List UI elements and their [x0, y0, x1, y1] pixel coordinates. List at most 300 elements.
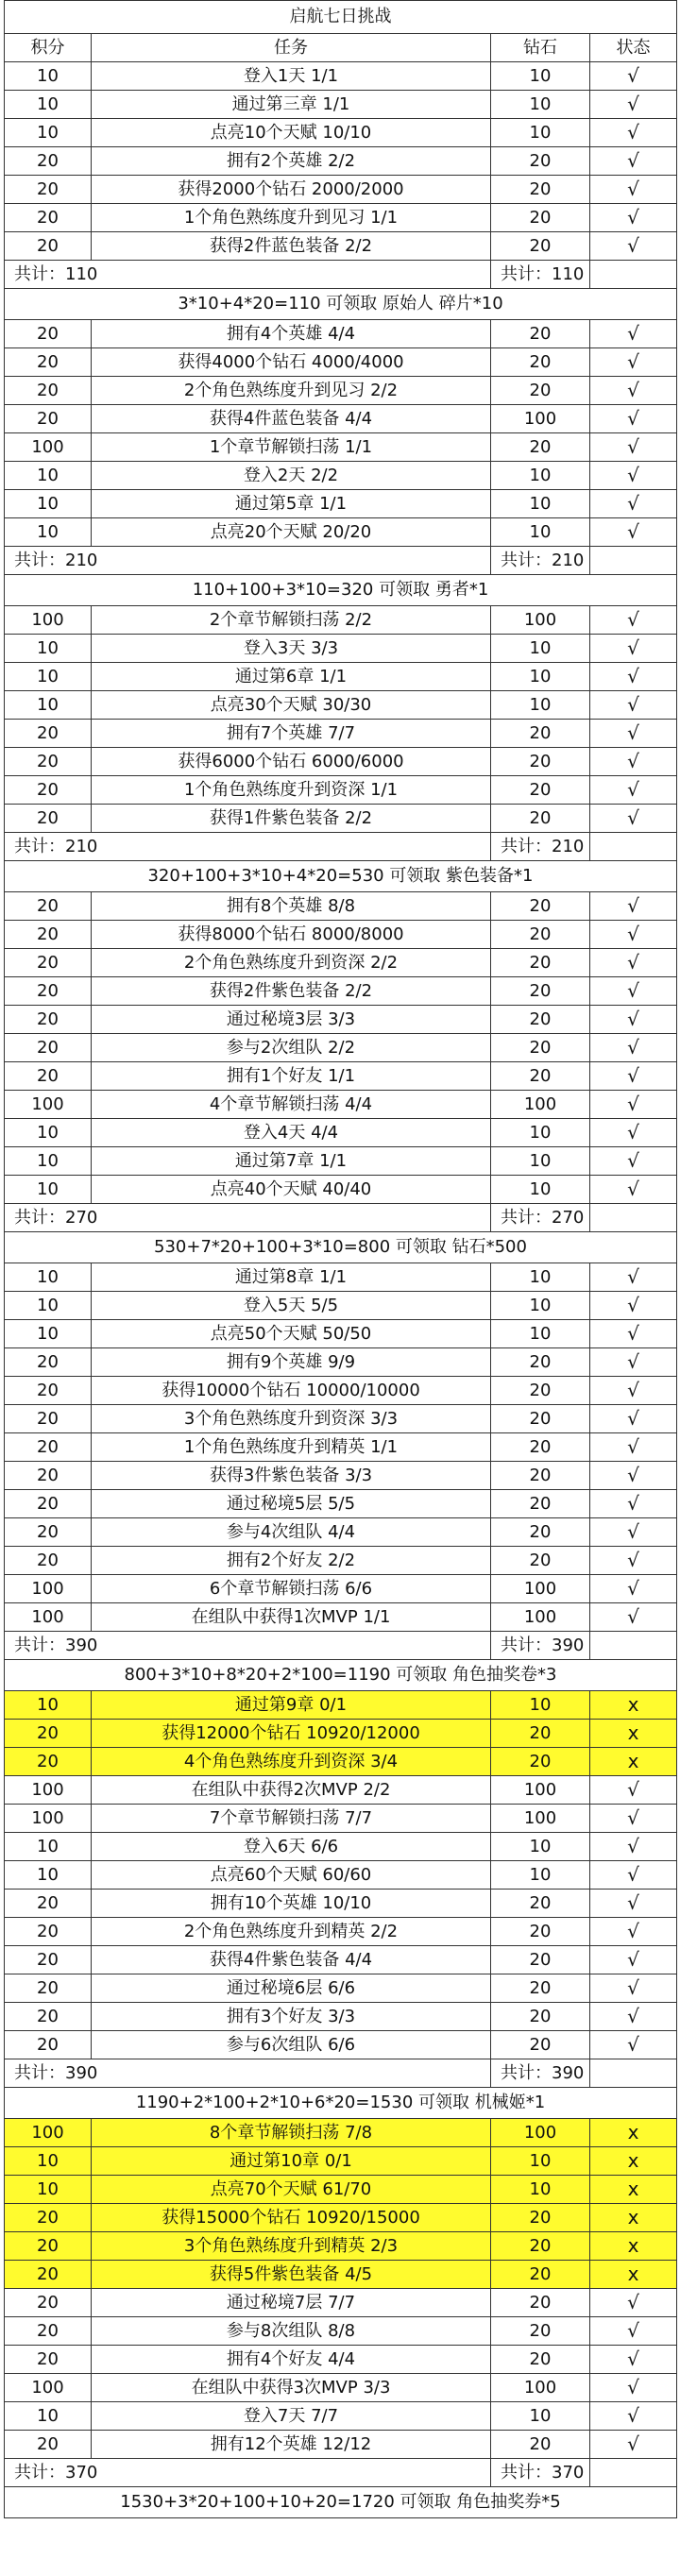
reward-formula: 110+100+3*10=320 可领取 勇者*1 — [5, 575, 677, 606]
task-row — [5, 1833, 677, 1861]
diamond-cell: 20 — [491, 921, 590, 949]
task-cell: 拥有7个英雄 7/7 — [92, 720, 491, 748]
task-row — [5, 2232, 677, 2261]
total-diamond-cell: 共计：270 — [491, 1204, 590, 1232]
status-cell: √ — [590, 433, 677, 462]
diamond-cell: 20 — [491, 147, 590, 176]
diamond-cell: 10 — [491, 119, 590, 147]
points-cell: 20 — [5, 1890, 92, 1918]
task-row — [5, 232, 677, 261]
header-status: 状态 — [590, 34, 677, 62]
task-row — [5, 2204, 677, 2232]
points-cell: 20 — [5, 204, 92, 232]
points-cell: 10 — [5, 1119, 92, 1147]
task-row — [5, 892, 677, 921]
task-cell: 2个角色熟练度升到资深 2/2 — [92, 949, 491, 977]
task-row — [5, 663, 677, 691]
task-row — [5, 1292, 677, 1320]
status-cell: √ — [590, 1776, 677, 1805]
status-cell: √ — [590, 1091, 677, 1119]
diamond-cell: 20 — [491, 2003, 590, 2031]
diamond-cell: 100 — [491, 2119, 590, 2147]
total-diamond-cell: 共计：370 — [491, 2459, 590, 2487]
points-cell: 20 — [5, 405, 92, 433]
status-cell: √ — [590, 176, 677, 204]
task-row — [5, 1547, 677, 1575]
diamond-cell: 20 — [491, 2031, 590, 2059]
diamond-cell: 20 — [491, 204, 590, 232]
task-cell: 4个角色熟练度升到资深 3/4 — [92, 1748, 491, 1776]
task-cell: 点亮20个天赋 20/20 — [92, 518, 491, 547]
points-cell: 20 — [5, 1518, 92, 1547]
task-cell: 3个角色熟练度升到资深 3/3 — [92, 1405, 491, 1433]
task-cell: 拥有9个英雄 9/9 — [92, 1348, 491, 1377]
task-cell: 通过第8章 1/1 — [92, 1263, 491, 1292]
task-row — [5, 1974, 677, 2003]
status-cell: √ — [590, 2317, 677, 2346]
task-cell: 获得8000个钻石 8000/8000 — [92, 921, 491, 949]
points-cell: 100 — [5, 1776, 92, 1805]
total-diamond-cell: 共计：210 — [491, 833, 590, 861]
reward-row — [5, 861, 677, 892]
task-row — [5, 1720, 677, 1748]
task-cell: 登入1天 1/1 — [92, 62, 491, 91]
diamond-cell: 100 — [491, 2374, 590, 2402]
points-cell: 20 — [5, 1348, 92, 1377]
points-cell: 10 — [5, 490, 92, 518]
diamond-cell: 10 — [491, 2176, 590, 2204]
status-cell: √ — [590, 2289, 677, 2317]
points-cell: 20 — [5, 776, 92, 805]
task-row — [5, 2402, 677, 2431]
task-cell: 3个角色熟练度升到精英 2/3 — [92, 2232, 491, 2261]
task-cell: 获得3件紫色装备 3/3 — [92, 1462, 491, 1490]
status-cell: √ — [590, 892, 677, 921]
task-row — [5, 1890, 677, 1918]
status-cell: √ — [590, 720, 677, 748]
diamond-cell: 10 — [491, 462, 590, 490]
points-cell: 20 — [5, 176, 92, 204]
total-row — [5, 1632, 677, 1660]
task-cell: 获得12000个钻石 10920/12000 — [92, 1720, 491, 1748]
task-cell: 登入4天 4/4 — [92, 1119, 491, 1147]
points-cell: 100 — [5, 1805, 92, 1833]
header-points: 积分 — [5, 34, 92, 62]
diamond-cell: 20 — [491, 805, 590, 833]
task-cell: 参与4次组队 4/4 — [92, 1518, 491, 1547]
status-cell: √ — [590, 405, 677, 433]
diamond-cell: 10 — [491, 1147, 590, 1176]
task-cell: 登入6天 6/6 — [92, 1833, 491, 1861]
points-cell: 20 — [5, 1433, 92, 1462]
task-row — [5, 518, 677, 547]
points-cell: 20 — [5, 232, 92, 261]
reward-row — [5, 2487, 677, 2518]
status-cell: √ — [590, 805, 677, 833]
diamond-cell: 10 — [491, 1119, 590, 1147]
points-cell: 10 — [5, 1320, 92, 1348]
diamond-cell: 20 — [491, 2204, 590, 2232]
task-cell: 8个章节解锁扫荡 7/8 — [92, 2119, 491, 2147]
task-row — [5, 1575, 677, 1603]
task-row — [5, 462, 677, 490]
diamond-cell: 10 — [491, 1320, 590, 1348]
diamond-cell: 100 — [491, 1603, 590, 1632]
task-row — [5, 1176, 677, 1204]
status-cell: √ — [590, 2031, 677, 2059]
task-row — [5, 1691, 677, 1720]
status-cell: x — [590, 2261, 677, 2289]
status-cell: √ — [590, 1946, 677, 1974]
diamond-cell: 20 — [491, 1890, 590, 1918]
task-cell: 拥有4个好友 4/4 — [92, 2346, 491, 2374]
status-cell: √ — [590, 1462, 677, 1490]
points-cell: 20 — [5, 1405, 92, 1433]
points-cell: 10 — [5, 462, 92, 490]
diamond-cell: 10 — [491, 1833, 590, 1861]
points-cell: 20 — [5, 1748, 92, 1776]
task-row — [5, 147, 677, 176]
header-task: 任务 — [92, 34, 491, 62]
diamond-cell: 10 — [491, 1292, 590, 1320]
points-cell: 10 — [5, 1147, 92, 1176]
total-empty-cell — [590, 547, 677, 575]
points-cell: 20 — [5, 2031, 92, 2059]
task-row — [5, 119, 677, 147]
total-points-cell: 共计：210 — [5, 547, 491, 575]
points-cell: 10 — [5, 1861, 92, 1890]
title-row — [5, 1, 677, 34]
status-cell: x — [590, 2232, 677, 2261]
task-cell: 获得4000个钻石 4000/4000 — [92, 348, 491, 377]
status-cell: √ — [590, 462, 677, 490]
diamond-cell: 20 — [491, 433, 590, 462]
points-cell: 20 — [5, 1946, 92, 1974]
task-row — [5, 1946, 677, 1974]
task-cell: 通过第5章 1/1 — [92, 490, 491, 518]
diamond-cell: 10 — [491, 2402, 590, 2431]
reward-formula: 800+3*10+8*20+2*100=1190 可领取 角色抽奖卷*3 — [5, 1660, 677, 1691]
task-cell: 拥有4个英雄 4/4 — [92, 320, 491, 348]
status-cell: √ — [590, 1263, 677, 1292]
points-cell: 20 — [5, 1974, 92, 2003]
diamond-cell: 20 — [491, 1490, 590, 1518]
task-row — [5, 2289, 677, 2317]
diamond-cell: 20 — [491, 949, 590, 977]
task-cell: 拥有10个英雄 10/10 — [92, 1890, 491, 1918]
points-cell: 10 — [5, 663, 92, 691]
points-cell: 100 — [5, 2119, 92, 2147]
task-row — [5, 921, 677, 949]
task-row — [5, 204, 677, 232]
diamond-cell: 100 — [491, 1805, 590, 1833]
task-row — [5, 2317, 677, 2346]
status-cell: √ — [590, 119, 677, 147]
total-points-cell: 共计：110 — [5, 261, 491, 289]
diamond-cell: 20 — [491, 2232, 590, 2261]
task-row — [5, 433, 677, 462]
task-cell: 登入2天 2/2 — [92, 462, 491, 490]
points-cell: 100 — [5, 606, 92, 635]
diamond-cell: 20 — [491, 1462, 590, 1490]
task-cell: 参与6次组队 6/6 — [92, 2031, 491, 2059]
points-cell: 10 — [5, 2176, 92, 2204]
task-cell: 1个角色熟练度升到精英 1/1 — [92, 1433, 491, 1462]
status-cell: √ — [590, 1405, 677, 1433]
reward-row — [5, 1232, 677, 1263]
task-row — [5, 348, 677, 377]
task-row — [5, 1433, 677, 1462]
task-cell: 通过第9章 0/1 — [92, 1691, 491, 1720]
status-cell: √ — [590, 2402, 677, 2431]
points-cell: 20 — [5, 2346, 92, 2374]
total-empty-cell — [590, 1632, 677, 1660]
task-row — [5, 691, 677, 720]
total-row — [5, 833, 677, 861]
diamond-cell: 10 — [491, 91, 590, 119]
status-cell: √ — [590, 1320, 677, 1348]
task-row — [5, 405, 677, 433]
points-cell: 20 — [5, 805, 92, 833]
task-cell: 获得2件蓝色装备 2/2 — [92, 232, 491, 261]
task-row — [5, 1147, 677, 1176]
task-cell: 拥有2个英雄 2/2 — [92, 147, 491, 176]
task-cell: 2个角色熟练度升到精英 2/2 — [92, 1918, 491, 1946]
points-cell: 20 — [5, 1462, 92, 1490]
diamond-cell: 20 — [491, 1034, 590, 1062]
points-cell: 20 — [5, 2204, 92, 2232]
task-row — [5, 1603, 677, 1632]
status-cell: √ — [590, 663, 677, 691]
task-row — [5, 805, 677, 833]
points-cell: 10 — [5, 91, 92, 119]
task-row — [5, 1805, 677, 1833]
points-cell: 20 — [5, 320, 92, 348]
points-cell: 20 — [5, 2431, 92, 2459]
status-cell: √ — [590, 1833, 677, 1861]
points-cell: 10 — [5, 1292, 92, 1320]
status-cell: x — [590, 1748, 677, 1776]
status-cell: √ — [590, 147, 677, 176]
diamond-cell: 10 — [491, 490, 590, 518]
task-row — [5, 2119, 677, 2147]
task-row — [5, 1091, 677, 1119]
points-cell: 20 — [5, 1918, 92, 1946]
task-row — [5, 1462, 677, 1490]
task-row — [5, 2176, 677, 2204]
diamond-cell: 20 — [491, 377, 590, 405]
diamond-cell: 10 — [491, 1691, 590, 1720]
points-cell: 20 — [5, 147, 92, 176]
status-cell: √ — [590, 748, 677, 776]
points-cell: 20 — [5, 1377, 92, 1405]
task-cell: 在组队中获得2次MVP 2/2 — [92, 1776, 491, 1805]
task-row — [5, 776, 677, 805]
status-cell: √ — [590, 1861, 677, 1890]
total-points-cell: 共计：210 — [5, 833, 491, 861]
status-cell: √ — [590, 1292, 677, 1320]
task-cell: 1个角色熟练度升到见习 1/1 — [92, 204, 491, 232]
status-cell: √ — [590, 1890, 677, 1918]
task-cell: 登入3天 3/3 — [92, 635, 491, 663]
points-cell: 10 — [5, 119, 92, 147]
reward-formula: 530+7*20+100+3*10=800 可领取 钻石*500 — [5, 1232, 677, 1263]
diamond-cell: 20 — [491, 2346, 590, 2374]
points-cell: 20 — [5, 2317, 92, 2346]
task-cell: 获得15000个钻石 10920/15000 — [92, 2204, 491, 2232]
task-cell: 拥有3个好友 3/3 — [92, 2003, 491, 2031]
status-cell: √ — [590, 1918, 677, 1946]
diamond-cell: 10 — [491, 62, 590, 91]
status-cell: √ — [590, 377, 677, 405]
status-cell: x — [590, 2147, 677, 2176]
total-points-cell: 共计：390 — [5, 2059, 491, 2088]
diamond-cell: 10 — [491, 1263, 590, 1292]
diamond-cell: 100 — [491, 1091, 590, 1119]
task-cell: 通过秘境6层 6/6 — [92, 1974, 491, 2003]
diamond-cell: 20 — [491, 1918, 590, 1946]
reward-row — [5, 2088, 677, 2119]
diamond-cell: 20 — [491, 2317, 590, 2346]
diamond-cell: 10 — [491, 1176, 590, 1204]
points-cell: 10 — [5, 518, 92, 547]
points-cell: 20 — [5, 949, 92, 977]
task-cell: 获得4件紫色装备 4/4 — [92, 1946, 491, 1974]
status-cell: √ — [590, 2003, 677, 2031]
total-diamond-cell: 共计：110 — [491, 261, 590, 289]
task-row — [5, 490, 677, 518]
task-cell: 4个章节解锁扫荡 4/4 — [92, 1091, 491, 1119]
points-cell: 20 — [5, 977, 92, 1006]
diamond-cell: 20 — [491, 892, 590, 921]
diamond-cell: 100 — [491, 1776, 590, 1805]
sheet-title: 启航七日挑战 — [5, 1, 677, 34]
diamond-cell: 10 — [491, 663, 590, 691]
task-cell: 获得2000个钻石 2000/2000 — [92, 176, 491, 204]
task-cell: 获得2件紫色装备 2/2 — [92, 977, 491, 1006]
diamond-cell: 20 — [491, 776, 590, 805]
reward-formula: 1530+3*20+100+10+20=1720 可领取 角色抽奖券*5 — [5, 2487, 677, 2518]
task-row — [5, 635, 677, 663]
task-row — [5, 2031, 677, 2059]
status-cell: √ — [590, 490, 677, 518]
status-cell: √ — [590, 635, 677, 663]
diamond-cell: 20 — [491, 1720, 590, 1748]
points-cell: 20 — [5, 2003, 92, 2031]
status-cell: x — [590, 1720, 677, 1748]
diamond-cell: 20 — [491, 1547, 590, 1575]
total-row — [5, 261, 677, 289]
points-cell: 20 — [5, 2289, 92, 2317]
points-cell: 20 — [5, 1490, 92, 1518]
status-cell: √ — [590, 1034, 677, 1062]
task-row — [5, 377, 677, 405]
status-cell: √ — [590, 1006, 677, 1034]
task-cell: 通过第10章 0/1 — [92, 2147, 491, 2176]
status-cell: √ — [590, 921, 677, 949]
challenge-table — [4, 0, 677, 2518]
task-cell: 2个角色熟练度升到见习 2/2 — [92, 377, 491, 405]
points-cell: 10 — [5, 2402, 92, 2431]
task-row — [5, 1348, 677, 1377]
diamond-cell: 20 — [491, 1433, 590, 1462]
status-cell: √ — [590, 1805, 677, 1833]
status-cell: √ — [590, 1603, 677, 1632]
points-cell: 100 — [5, 2374, 92, 2402]
task-row — [5, 1320, 677, 1348]
status-cell: √ — [590, 606, 677, 635]
reward-formula: 1190+2*100+2*10+6*20=1530 可领取 机械姬*1 — [5, 2088, 677, 2119]
task-row — [5, 1062, 677, 1091]
total-row — [5, 547, 677, 575]
diamond-cell: 20 — [491, 1062, 590, 1091]
status-cell: √ — [590, 1147, 677, 1176]
task-row — [5, 91, 677, 119]
total-empty-cell — [590, 2459, 677, 2487]
task-cell: 1个章节解锁扫荡 1/1 — [92, 433, 491, 462]
total-empty-cell — [590, 2059, 677, 2088]
diamond-cell: 20 — [491, 2431, 590, 2459]
total-empty-cell — [590, 1204, 677, 1232]
task-cell: 点亮40个天赋 40/40 — [92, 1176, 491, 1204]
status-cell: √ — [590, 1062, 677, 1091]
task-cell: 拥有8个英雄 8/8 — [92, 892, 491, 921]
task-cell: 通过秘境3层 3/3 — [92, 1006, 491, 1034]
task-row — [5, 176, 677, 204]
task-row — [5, 2147, 677, 2176]
status-cell: √ — [590, 518, 677, 547]
points-cell: 10 — [5, 691, 92, 720]
diamond-cell: 100 — [491, 1575, 590, 1603]
status-cell: √ — [590, 1518, 677, 1547]
task-cell: 参与2次组队 2/2 — [92, 1034, 491, 1062]
task-cell: 拥有2个好友 2/2 — [92, 1547, 491, 1575]
reward-row — [5, 289, 677, 320]
points-cell: 10 — [5, 2147, 92, 2176]
diamond-cell: 20 — [491, 176, 590, 204]
task-row — [5, 2261, 677, 2289]
total-row — [5, 1204, 677, 1232]
diamond-cell: 20 — [491, 2261, 590, 2289]
total-points-cell: 共计：370 — [5, 2459, 491, 2487]
status-cell: √ — [590, 1348, 677, 1377]
task-row — [5, 2346, 677, 2374]
task-cell: 6个章节解锁扫荡 6/6 — [92, 1575, 491, 1603]
points-cell: 20 — [5, 1062, 92, 1091]
points-cell: 20 — [5, 1720, 92, 1748]
total-diamond-cell: 共计：390 — [491, 1632, 590, 1660]
diamond-cell: 10 — [491, 691, 590, 720]
diamond-cell: 10 — [491, 2147, 590, 2176]
status-cell: √ — [590, 91, 677, 119]
status-cell: x — [590, 1691, 677, 1720]
task-cell: 获得4件蓝色装备 4/4 — [92, 405, 491, 433]
diamond-cell: 20 — [491, 232, 590, 261]
points-cell: 20 — [5, 348, 92, 377]
points-cell: 100 — [5, 1091, 92, 1119]
diamond-cell: 20 — [491, 1348, 590, 1377]
status-cell: √ — [590, 1119, 677, 1147]
diamond-cell: 10 — [491, 518, 590, 547]
challenge-table-body — [5, 1, 677, 2518]
points-cell: 10 — [5, 1691, 92, 1720]
points-cell: 20 — [5, 720, 92, 748]
task-cell: 获得6000个钻石 6000/6000 — [92, 748, 491, 776]
task-row — [5, 1918, 677, 1946]
task-cell: 点亮60个天赋 60/60 — [92, 1861, 491, 1890]
total-points-cell: 共计：270 — [5, 1204, 491, 1232]
status-cell: √ — [590, 1974, 677, 2003]
